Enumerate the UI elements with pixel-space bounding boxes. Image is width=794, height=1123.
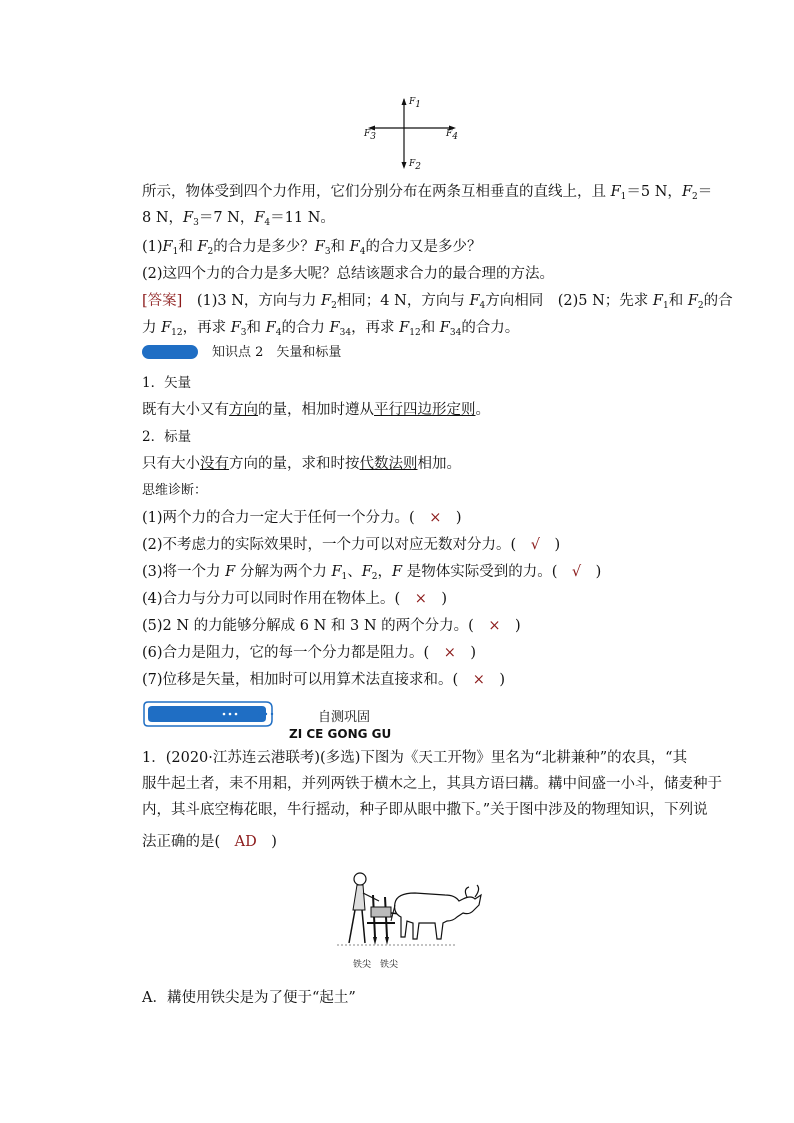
vector-text: 既有大小又有方向的量，相加时遵从平行四边形定则。 <box>142 402 490 418</box>
answer-line-2: 力 $F_{12}$，再求 $F_3$和 $F_4$的合力 $F_{34}$，再求 $F_{12}$和 $F_{34}$的合力。 <box>142 320 520 338</box>
problem1-line-2: 服牛起土者，耒不用耜，并列两铁于横木之上，其具方语曰耩。耩中间盛一小斗，储麦种于 <box>142 776 722 792</box>
diagnosis-heading: 思维诊断： <box>142 483 208 498</box>
banner-graphic <box>142 700 282 728</box>
problem1-line-1: 1．(2020·江苏连云港联考)(多选)下图为《天工开物》里名为“北耕兼种”的农具，“其 <box>142 750 688 766</box>
problem1-answer: AD <box>234 834 257 850</box>
intro-line-1: 所示，物体受到四个力作用，它们分别分布在两条互相垂直的直线上，且 $F_1=5$ N，$F_2=$ <box>142 184 713 202</box>
diagnosis-item-4: (4)合力与分力可以同时作用在物体上。( × ) <box>142 591 448 607</box>
diagnosis-mark: × <box>414 591 427 607</box>
answer-line-1: [答案] (1)3 N，方向与力 $F_2$相同；4 N，方向与 $F_4$方向相同 (2)5 N；先求 $F_1$和 $F_2$的合 <box>142 293 733 311</box>
diagnosis-item-5: (5)2 N 的力能够分解成 6 N 和 3 N 的两个分力。( × ) <box>142 618 521 634</box>
section-pill <box>142 345 198 359</box>
self-test-title-en: ZI CE GONG GU <box>289 727 392 741</box>
force-diagram <box>360 95 470 175</box>
diagnosis-item-7: (7)位移是矢量，相加时可以用算术法直接求和。( × ) <box>142 672 506 688</box>
question-1: $(1)F_1$和 $F_2$的合力是多少？$F_3$和 $F_4$的合力又是多少？ <box>142 239 482 257</box>
diagnosis-mark: × <box>443 645 456 661</box>
plough-caption: 铁尖 铁尖 <box>353 960 399 970</box>
vector-heading: 1．矢量 <box>142 375 192 391</box>
plough-illustration <box>335 865 485 975</box>
diagnosis-item-6: (6)合力是阻力，它的每一个分力都是阻力。( × ) <box>142 645 477 661</box>
diagnosis-mark: × <box>472 672 485 688</box>
force-label-f3: $F_3$ <box>364 129 376 142</box>
force-label-f2: $F_2$ <box>409 159 421 172</box>
diagnosis-mark: × <box>429 510 442 526</box>
diagnosis-item-1: (1)两个力的合力一定大于任何一个分力。( × ) <box>142 510 462 526</box>
blank-algebraic-rule: 代数法则 <box>359 456 418 472</box>
scalar-text: 只有大小没有方向的量，求和时按代数法则相加。 <box>142 456 461 472</box>
force-label-f1: $F_1$ <box>409 97 421 110</box>
diagnosis-mark: × <box>488 618 501 634</box>
problem1-line-4: 法正确的是( AD ) <box>142 834 277 850</box>
diagnosis-mark: √ <box>530 537 540 553</box>
diagnosis-item-2: (2)不考虑力的实际效果时，一个力可以对应无数对分力。( √ ) <box>142 537 561 553</box>
force-label-f4: $F_4$ <box>446 129 458 142</box>
blank-no: 没有 <box>200 456 229 472</box>
scalar-heading: 2．标量 <box>142 429 192 445</box>
diagnosis-item-3: (3)将一个力 F 分解为两个力 $F_1$、$F_2$，F 是物体实际受到的力。( √ ) <box>142 564 602 582</box>
intro-line-2: 8 N，$F_3=7$ N，$F_4=11$ N。 <box>142 210 335 228</box>
answer-tag: [答案] <box>142 293 183 309</box>
diagnosis-mark: √ <box>571 564 582 580</box>
self-test-title-cn: 自测巩固 <box>318 710 371 725</box>
self-test-banner <box>142 700 282 728</box>
blank-parallelogram-rule: 平行四边形定则 <box>374 402 476 418</box>
plough-drawing <box>335 865 485 965</box>
problem1-line-3: 内，其斗底空梅花眼，牛行摇动，种子即从眼中撒下。”关于图中涉及的物理知识，下列说 <box>142 802 708 818</box>
blank-direction: 方向 <box>229 402 258 418</box>
problem1-option-a: A．耩使用铁尖是为了便于“起土” <box>142 990 356 1006</box>
question-2: (2)这四个力的合力是多大呢？总结该题求合力的最合理的方法。 <box>142 266 555 282</box>
section2-title: 知识点 2 矢量和标量 <box>212 345 342 360</box>
